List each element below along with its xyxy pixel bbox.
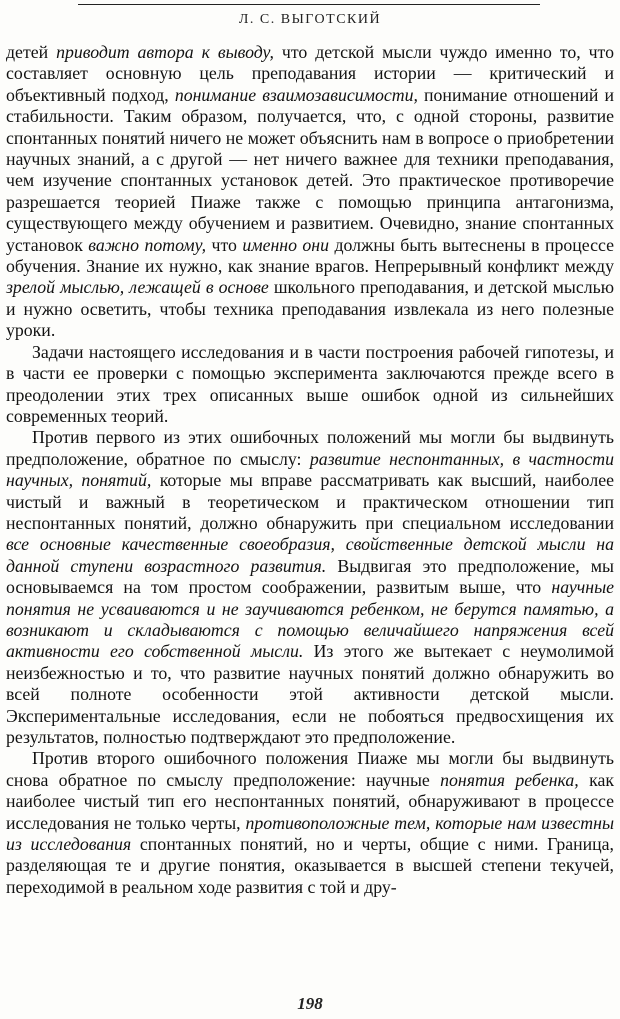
italic-text-run: важно потому, xyxy=(88,234,207,255)
paragraph xyxy=(6,342,614,428)
header-rule xyxy=(78,4,540,5)
paragraph xyxy=(6,427,614,748)
body-text xyxy=(6,42,614,898)
text-run: спонтанных понятий, но и черты, общие с ними. Граница, разделяющая те и другие понятия, оказывается в высшей степени текучей, переходимой в реальном ходе развития с той и дру- xyxy=(6,834,614,897)
text-run: Против первого из этих ошибочных положений мы могли бы выдвинуть предположение, обратное по смыслу: xyxy=(6,427,614,469)
text-run: Выдвигая это предположение, мы основываемся на том простом соображении, развитым выше, что xyxy=(6,555,614,598)
text-run: что xyxy=(206,234,243,255)
running-head: Л. С. ВЫГОТСКИЙ xyxy=(238,12,382,27)
text-run: понимание отношений и стабильности. Таким образом, получается, что, с одной стороны, развитие спонтанных понятий ничего не может объяснить нам в вопросе о приобретении научных знаний, а с другой — нет ничего важнее для техники преподавания, чем изучение спонтанных установок детей. Это практическое противоречие разрешается теорией Пиаже также с помощью принципа антагонизма, существующего между обучением и развитием. Очевидно, знание спонтанных установок xyxy=(6,84,615,255)
italic-text-run: все основные качественные своеобразия, свойственные детской мысли на данной ступени возрастного развития. xyxy=(6,534,614,576)
text-run: что детской мысли чуждо именно то, что составляет основную цель преподавания истории — критический и объективный подход, xyxy=(6,42,614,105)
italic-text-run: понимание взаимозависимости, xyxy=(174,84,418,105)
text-run: Из этого же вытекает с неумолимой неизбежностью и то, что развитие научных понятий должно обнаружить во всей полноте особенности этой активности детской мысли. Экспериментальные исследования, если не побояться предвосхищения их результатов, полностью подтверждают это предположение. xyxy=(6,641,614,747)
italic-text-run: именно они xyxy=(242,234,330,255)
paragraph xyxy=(6,748,614,898)
text-run: школьного преподавания, и детской мыслью и нужно осветить, чтобы техника преподавания извлекала из него полезные уроки. xyxy=(6,277,614,341)
text-run: Задачи настоящего исследования и в части построения рабочей гипотезы, и в части ее проверки с помощью эксперимента заключаются прежде всего в преодолении этих трех описанных выше ошибок одной из сильнейших современных теорий. xyxy=(6,341,614,426)
italic-text-run: научные понятия не усваиваются и не заучиваются ребенком, не берутся памятью, а возникают и складываются с помощью величайшего напряжения всей активности его собственной мысли. xyxy=(6,577,614,662)
page-number: 198 xyxy=(297,994,323,1013)
italic-text-run: зрелой мыслью, лежащей в основе xyxy=(6,277,269,298)
text-run: как наиболее чистый тип его неспонтанных понятий, обнаруживают в процессе исследования не только черты, xyxy=(6,769,614,833)
italic-text-run: противоположные тем, которые нам известны из исследования xyxy=(6,812,614,855)
italic-text-run: приводит автора к выводу, xyxy=(56,42,274,62)
text-run: должны быть вытеснены в процессе обучения. Знание их нужно, как знание врагов. Непрерывный конфликт между xyxy=(6,234,614,277)
text-run: детей xyxy=(6,42,57,62)
italic-text-run: развитие неспонтанных, в частности научных, понятий, xyxy=(6,448,614,491)
text-run: которые мы вправе рассматривать как высший, наиболее чистый и важный в теоретическом и практическом отношении тип неспонтанных понятий, должно обнаружить при специальном исследовании xyxy=(6,470,615,533)
paragraph xyxy=(6,42,614,342)
text-run: Против второго ошибочного положения Пиаже мы могли бы выдвинуть снова обратное по смыслу предположение: научные xyxy=(6,748,614,790)
italic-text-run: понятия ребенка, xyxy=(440,769,579,790)
